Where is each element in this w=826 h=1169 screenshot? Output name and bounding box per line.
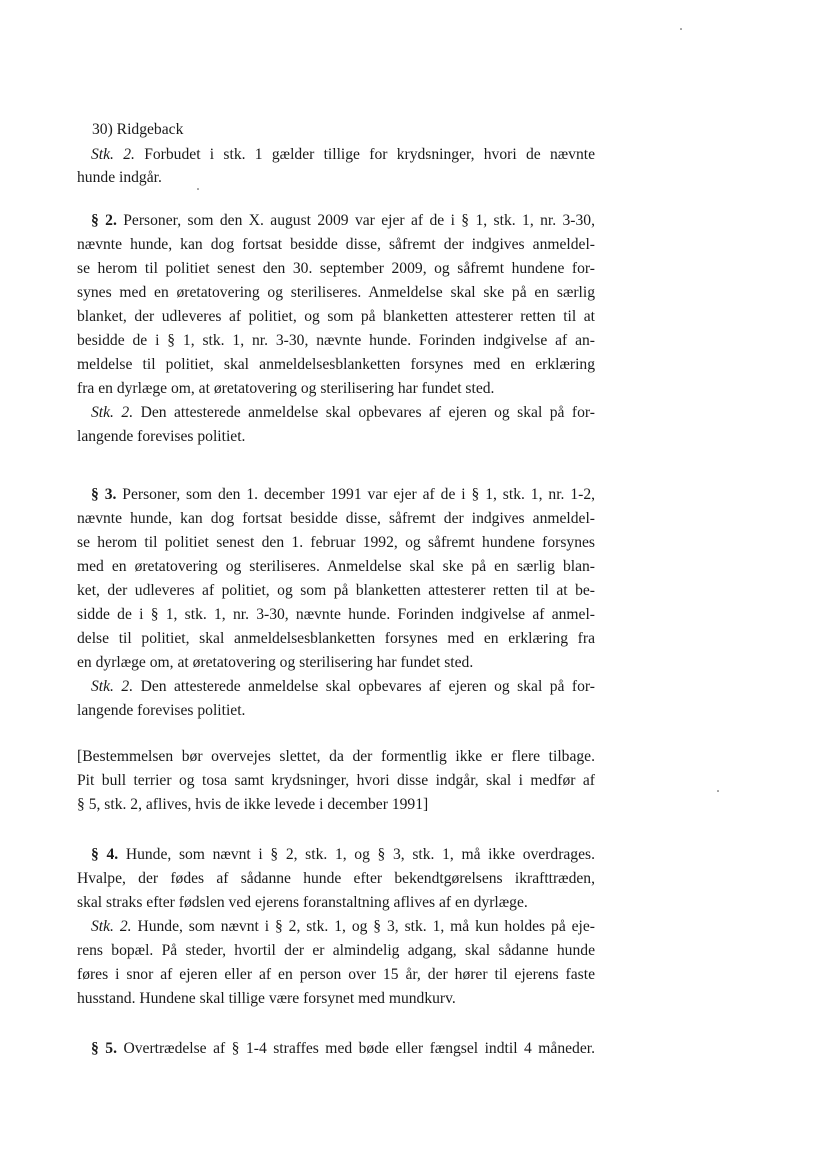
text-line (77, 627, 595, 650)
line-text: med en øretatovering og steriliseres. Anmeldelse skal ske på en særlig blan- (77, 558, 595, 575)
line-text: en dyrlæge om, at øretatovering og sterilisering har fundet sted. (77, 654, 474, 671)
text-line (77, 963, 595, 986)
line-text: se herom til politiet senest den 1. februar 1992, og såfremt hundene forsynes (77, 534, 595, 551)
line-text: Pit bull terrier og tosa samt krydsninger, hvori disse indgår, skal i medfør af (77, 772, 595, 789)
line-text: ket, der udleveres af politiet, og som på blanketten attesterer retten til at be- (77, 582, 595, 599)
paragraph-1-stk-2 (91, 143, 595, 166)
line-text: hunde indgår. (77, 169, 162, 186)
line-text: føres i snor af ejeren eller af en person over 15 år, der hører til ejerens faste (77, 966, 595, 983)
line-text: besidde de i § 1, stk. 1, nr. 3-30, nævnte hunde. Forinden indgivelse af an- (77, 332, 595, 349)
line-text: rens bopæl. På steder, hvortil der er almindelig adgang, skal sådanne hunde (77, 942, 595, 959)
line-text: se herom til politiet senest den 30. september 2009, og såfremt hundene for- (77, 260, 595, 277)
text-line (77, 939, 595, 962)
scan-speck (717, 790, 719, 792)
text-line (77, 699, 595, 722)
line-text: blanket, der udleveres af politiet, og som på blanketten attesterer retten til at (77, 308, 595, 325)
paragraph-2-stk-2 (91, 401, 595, 424)
text-line (77, 166, 595, 189)
paragraph-3-stk-2 (91, 675, 595, 698)
stk-label: Stk. 2. (91, 146, 135, 163)
text-line (77, 867, 595, 890)
editorial-note (77, 793, 595, 816)
text-line (77, 305, 595, 328)
text-line (77, 425, 595, 448)
stk-label: Stk. 2. (91, 918, 132, 935)
line-text: Overtrædelse af § 1-4 straffes med bøde eller fængsel indtil 4 måneder. (116, 1040, 595, 1057)
scan-speck (680, 28, 682, 30)
text-line (77, 329, 595, 352)
line-text: synes med en øretatovering og steriliseres. Anmeldelse skal ske på en særlig (77, 284, 595, 301)
paragraph-2 (91, 209, 595, 232)
text-line (77, 257, 595, 280)
text-line (77, 507, 595, 530)
section-number: § 3. (91, 486, 117, 503)
line-text: sidde de i § 1, stk. 1, nr. 3-30, nævnte hunde. Forinden indgivelse af anmel- (77, 606, 595, 623)
line-text: Personer, som den X. august 2009 var ejer af de i § 1, stk. 1, nr. 3-30, (116, 212, 595, 229)
line-text: langende forevises politiet. (77, 702, 246, 719)
text-line (77, 555, 595, 578)
stk-label: Stk. 2. (91, 678, 134, 695)
line-text: Personer, som den 1. december 1991 var ejer af de i § 1, stk. 1, nr. 1-2, (116, 486, 596, 503)
text-line (77, 531, 595, 554)
paragraph-3 (91, 483, 595, 506)
list-item-ridgeback (92, 118, 610, 141)
line-text: 30) Ridgeback (92, 121, 184, 138)
line-text: Den attesterede anmeldelse skal opbevares af ejeren og skal på for- (133, 678, 595, 695)
text-line (77, 891, 595, 914)
line-text: nævnte hunde, kan dog fortsat besidde disse, såfremt der indgives anmeldel- (77, 236, 595, 253)
line-text: Den attesterede anmeldelse skal opbevares af ejeren og skal på for- (133, 404, 595, 421)
line-text: nævnte hunde, kan dog fortsat besidde disse, såfremt der indgives anmeldel- (77, 510, 595, 527)
section-number: § 4. (91, 846, 119, 863)
line-text: langende forevises politiet. (77, 428, 246, 445)
text-line (77, 353, 595, 376)
scan-speck (197, 188, 199, 190)
section-number: § 5. (91, 1040, 117, 1057)
line-text: meldelse til politiet, skal anmeldelsesblanketten forsynes med en erklæring (77, 356, 595, 373)
line-text: Hvalpe, der fødes af sådanne hunde efter bekendtgørelsens ikrafttræden, (77, 870, 595, 887)
text-line (77, 987, 595, 1010)
line-text: skal straks efter fødslen ved ejerens foranstaltning aflives af en dyrlæge. (77, 894, 528, 911)
text-line (77, 233, 595, 256)
text-line (77, 377, 595, 400)
text-line (77, 651, 595, 674)
paragraph-4-stk-2 (91, 915, 595, 938)
editorial-note (77, 745, 595, 768)
line-text: Forbudet i stk. 1 gælder tillige for krydsninger, hvori de nævnte (134, 146, 595, 163)
paragraph-4 (91, 843, 595, 866)
line-text: Hunde, som nævnt i § 2, stk. 1, og § 3, stk. 1, må kun holdes på eje- (131, 918, 595, 935)
line-text: § 5, stk. 2, aflives, hvis de ikke levede i december 1991] (77, 796, 429, 813)
text-line (77, 603, 595, 626)
editorial-note (77, 769, 595, 792)
text-line (77, 281, 595, 304)
line-text: Hunde, som nævnt i § 2, stk. 1, og § 3, stk. 1, må ikke overdrages. (118, 846, 595, 863)
stk-label: Stk. 2. (91, 404, 134, 421)
line-text: delse til politiet, skal anmeldelsesblanketten forsynes med en erklæring fra (77, 630, 595, 647)
paragraph-5 (91, 1037, 595, 1060)
line-text: [Bestemmelsen bør overvejes slettet, da der formentlig ikke er flere tilbage. (77, 748, 595, 765)
line-text: fra en dyrlæge om, at øretatovering og sterilisering har fundet sted. (77, 380, 495, 397)
section-number: § 2. (91, 212, 117, 229)
line-text: husstand. Hundene skal tillige være forsynet med mundkurv. (77, 990, 456, 1007)
text-line (77, 579, 595, 602)
